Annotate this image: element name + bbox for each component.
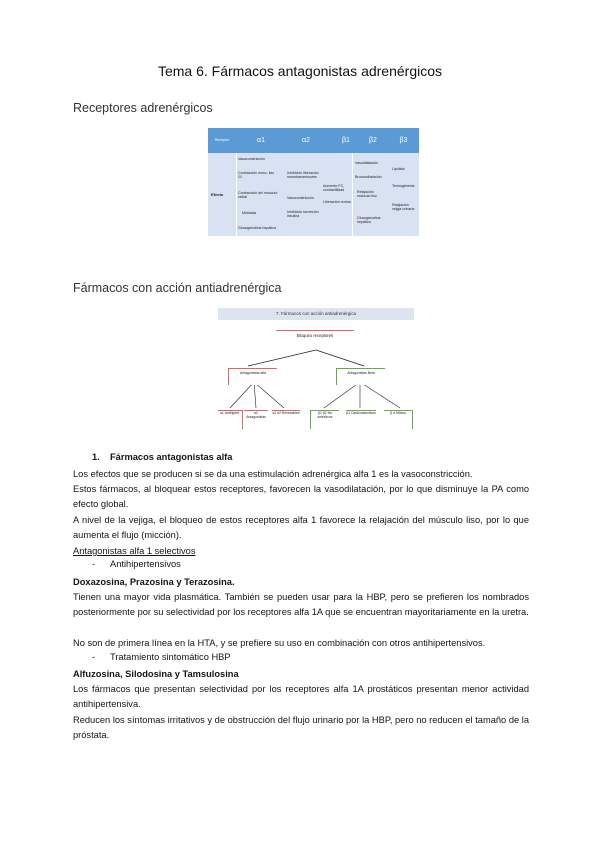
section-heading: Fármacos antagonistas alfa bbox=[110, 452, 233, 462]
b1-effect-1: Aumento FC, contractilidad bbox=[323, 184, 345, 193]
table-row-label: Efecto bbox=[211, 192, 224, 197]
page-title: Tema 6. Fármacos antagonistas adrenérgicos bbox=[157, 63, 443, 79]
tree-root: Bloqueo receptores bbox=[276, 330, 354, 341]
heading-receptores: Receptores adrenérgicos bbox=[73, 101, 213, 115]
a1-effect-5: Glucogenolisis hepática bbox=[238, 226, 276, 230]
b3-effect-3: Relajación vejiga urinaria bbox=[392, 203, 415, 212]
tree-banner: 7. Fármacos con acción antiadrenérgica bbox=[218, 308, 414, 320]
b1-effect-2: Liberación renina bbox=[323, 200, 351, 204]
b2-effect-4: Glucogenolisis hepática bbox=[357, 216, 381, 225]
tree-leaf-a1: α1 Antihipert. bbox=[218, 410, 243, 429]
receptor-table bbox=[208, 128, 419, 236]
table-header-corner: Receptor bbox=[214, 138, 230, 142]
bullet-dash-2: - bbox=[92, 652, 96, 662]
bullet-2: Tratamiento sintomático HBP bbox=[110, 652, 231, 662]
table-header-b3: β3 bbox=[399, 137, 408, 144]
tree-node-beta: Antagonistas Beta bbox=[336, 368, 385, 385]
a1-effect-2: Contracción musc. liso GI bbox=[238, 171, 275, 180]
a2-effect-1: Inhibición liberación neurotransmisores bbox=[287, 171, 319, 180]
table-header-a1: α1 bbox=[257, 137, 265, 144]
table-header-b1: β1 bbox=[342, 137, 350, 144]
table-header-a2: α2 bbox=[302, 137, 310, 144]
paragraph-6: Los fármacos que presentan selectividad por los receptores alfa 1A prostáticos presentan menor actividad antihipertensiva. bbox=[73, 684, 529, 710]
drugs-group-2: Alfuzosina, Silodosina y Tamsulosina bbox=[73, 669, 239, 679]
a1-effect-4: Midriasis bbox=[242, 211, 257, 215]
section-number: 1. bbox=[92, 452, 100, 462]
tree-leaf-ba: β α Mixtos bbox=[384, 410, 413, 429]
tree-leaf-a2: α2 Antagonistas bbox=[244, 410, 268, 429]
b2-effect-1: Vasodilatación bbox=[355, 161, 379, 165]
paragraph-3: A nivel de la vejiga, el bloqueo de estos receptores alfa 1 favorece la relajación del músculo liso, por lo que aumenta el flujo (micción). bbox=[73, 515, 529, 541]
drugs-group-1: Doxazosina, Prazosina y Terazosina. bbox=[73, 577, 235, 587]
paragraph-7: Reducen los síntomas irritativos y de obstrucción del flujo urinario por la HBP, pero no reducen el tamaño de la próstata. bbox=[73, 715, 529, 741]
b3-effect-1: Lipólisis bbox=[392, 167, 405, 171]
a2-effect-3: Inhibición secreción insulina bbox=[287, 210, 319, 219]
b2-effect-3: Relajación músculo liso bbox=[357, 190, 377, 199]
paragraph-4: Tienen una mayor vida plasmática. También se pueden usar para la HBP, pero se prefieren los nombrados posteriormente por su selectividad por los receptores alfa 1A que se encuentran mayoritariamente en la uretra. bbox=[73, 592, 529, 618]
tree-leaf-a1a2: α1 α2 Reversibles bbox=[272, 410, 300, 429]
b3-effect-2: Termogénesis bbox=[392, 184, 415, 188]
bullet-1: Antihipertensivos bbox=[110, 559, 181, 569]
paragraph-1: Los efectos que se producen si se da una estimulación adrenérgica alfa 1 es la vasoconstricción. bbox=[73, 469, 473, 479]
tree-leaf-b1: β1 Cardioselectivos bbox=[346, 410, 376, 429]
a1-effect-3: Contracción del músculo radial bbox=[238, 191, 278, 200]
paragraph-5: No son de primera línea en la HTA, y se prefiere su uso en combinación con otros antihipertensivos. bbox=[73, 638, 486, 648]
a1-effect-1: Vasoconstricción bbox=[238, 157, 265, 161]
paragraph-2: Estos fármacos, al bloquear estos receptores, favorecen la vasodilatación, por lo que disminuye la PA como efecto global. bbox=[73, 484, 529, 510]
a2-effect-2: Vasoconstricción bbox=[287, 196, 314, 200]
heading-farmacos: Fármacos con acción antiadrenérgica bbox=[73, 281, 282, 295]
bullet-dash-1: - bbox=[92, 559, 96, 569]
b2-effect-2: Broncodilatación bbox=[355, 175, 382, 179]
tree-node-alfa: Antagonistas alfa bbox=[228, 368, 277, 385]
tree-leaf-b1b2: β1 β2 No selectivos bbox=[310, 410, 339, 429]
table-header-b2: β2 bbox=[369, 137, 377, 144]
antiadrenergic-tree bbox=[218, 308, 414, 438]
subheading-alfa1: Antagonistas alfa 1 selectivos bbox=[73, 546, 196, 556]
